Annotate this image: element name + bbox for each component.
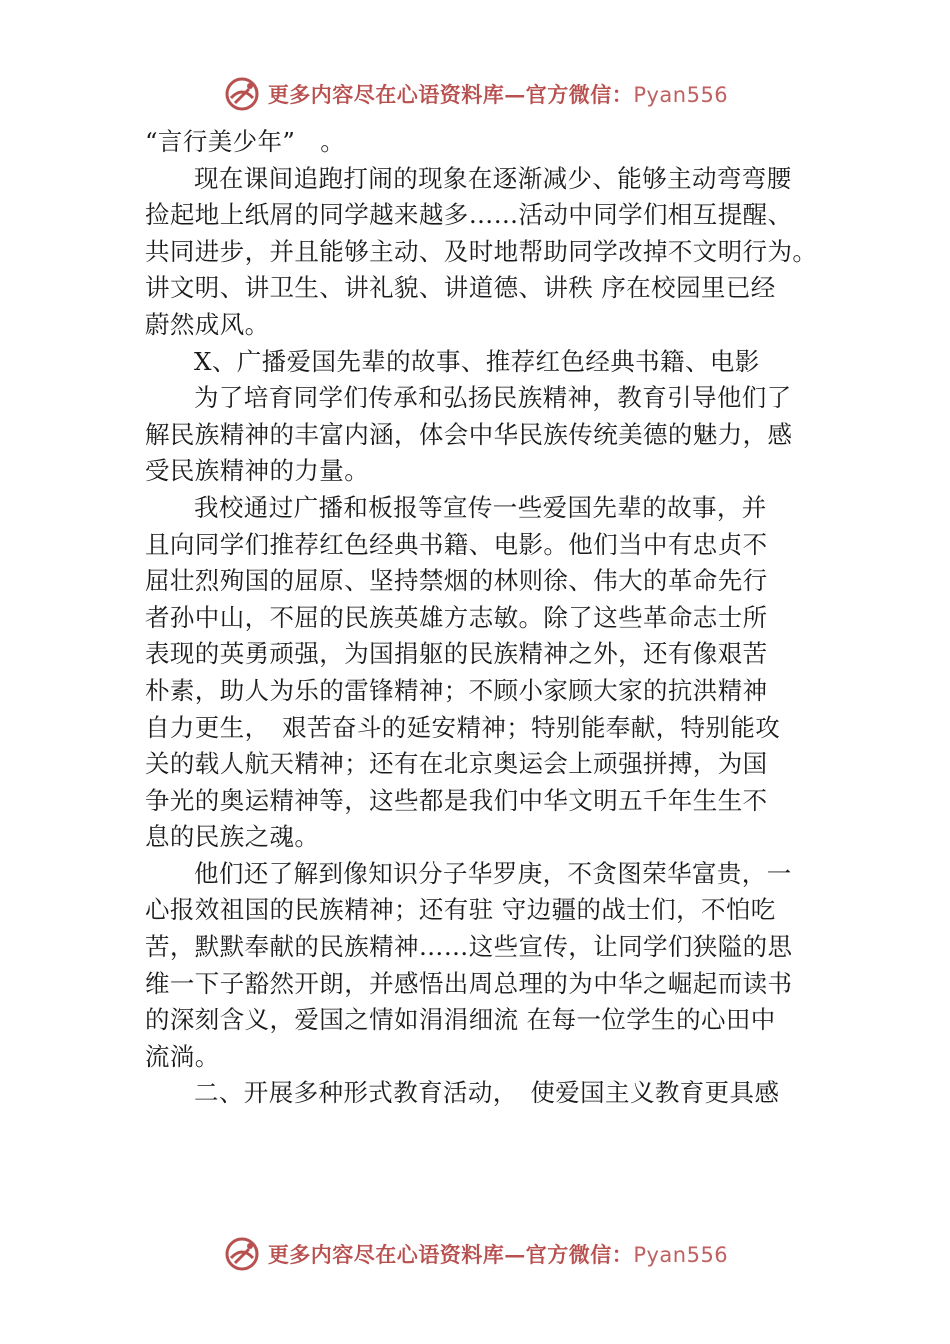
text-line: 自力更生， 艰苦奋斗的延安精神；特别能奉献，特别能攻 (145, 712, 781, 742)
text-line: 且向同学们推荐红色经典书籍、电影。他们当中有忠贞不 (145, 529, 768, 559)
text-line: 屈壮烈殉国的屈原、坚持禁烟的林则徐、伟大的革命先行 (145, 566, 768, 596)
text-line: “言行美少年” 。 (145, 127, 346, 156)
watermark-handle: Pyan556 (633, 83, 729, 107)
text-line: 解民族精神的丰富内涵，体会中华民族传统美德的魅力，感 (145, 419, 793, 449)
book-logo-icon (222, 74, 262, 114)
text-line: 的深刻含义，爱国之情如涓涓细流 在每一位学生的心田中 (145, 1005, 776, 1035)
text-line: 心报效祖国的民族精神；还有驻 守边疆的战士们，不怕吃 (145, 895, 776, 925)
text-line: 受民族精神的力量。 (145, 456, 370, 486)
text-line: 他们还了解到像知识分子华罗庚，不贪图荣华富贵，一 (194, 858, 792, 888)
document-body (145, 124, 818, 1112)
text-line: 关的载人航天精神；还有在北京奥运会上顽强拼搏，为国 (145, 749, 768, 779)
text-line: 为了培育同学们传承和弘扬民族精神，教育引导他们了 (194, 383, 792, 413)
text-line: 者孙中山，不屈的民族英雄方志敏。除了这些革命志士所 (145, 602, 768, 632)
header-watermark (0, 74, 950, 114)
text-line: 表现的英勇顽强，为国捐躯的民族精神之外，还有像艰苦 (145, 639, 768, 669)
text-line: 现在课间追跑打闹的现象在逐渐减少、能够主动弯弯腰 (194, 163, 792, 193)
watermark-text: 更多内容尽在心语资料库—官方微信：Pyan556 (267, 1242, 729, 1267)
text-line: 蔚然成风。 (145, 309, 270, 339)
watermark-text: 更多内容尽在心语资料库—官方微信：Pyan556 (267, 82, 729, 107)
text-line: 共同进步，并且能够主动、及时地帮助同学改掉不文明行为。 (145, 236, 818, 266)
text-line: 讲文明、讲卫生、讲礼貌、讲道德、讲秩 序在校园里已经 (145, 273, 776, 303)
watermark-handle: Pyan556 (633, 1243, 729, 1267)
text-line: 息的民族之魂。 (145, 822, 320, 852)
text-line: 捡起地上纸屑的同学越来越多……活动中同学们相互提醒、 (145, 200, 793, 230)
text-line: 我校通过广播和板报等宣传一些爱国先辈的故事，并 (194, 492, 767, 522)
text-line: 争光的奥运精神等，这些都是我们中华文明五千年生生不 (145, 785, 768, 815)
text-line: 维一下子豁然开朗，并感悟出周总理的为中华之崛起而读书 (145, 968, 793, 998)
text-line: 苦，默默奉献的民族精神……这些宣传，让同学们狭隘的思 (145, 932, 793, 962)
text-line: X、广播爱国先辈的故事、推荐红色经典书籍、电影 (194, 346, 760, 376)
book-logo-icon (222, 1234, 262, 1274)
text-line: 流淌。 (145, 1041, 220, 1071)
footer-watermark (0, 1234, 950, 1274)
text-line: 二、开展多种形式教育活动， 使爱国主义教育更具感 (194, 1078, 780, 1108)
text-line: 朴素，助人为乐的雷锋精神；不顾小家顾大家的抗洪精神 (145, 675, 768, 705)
